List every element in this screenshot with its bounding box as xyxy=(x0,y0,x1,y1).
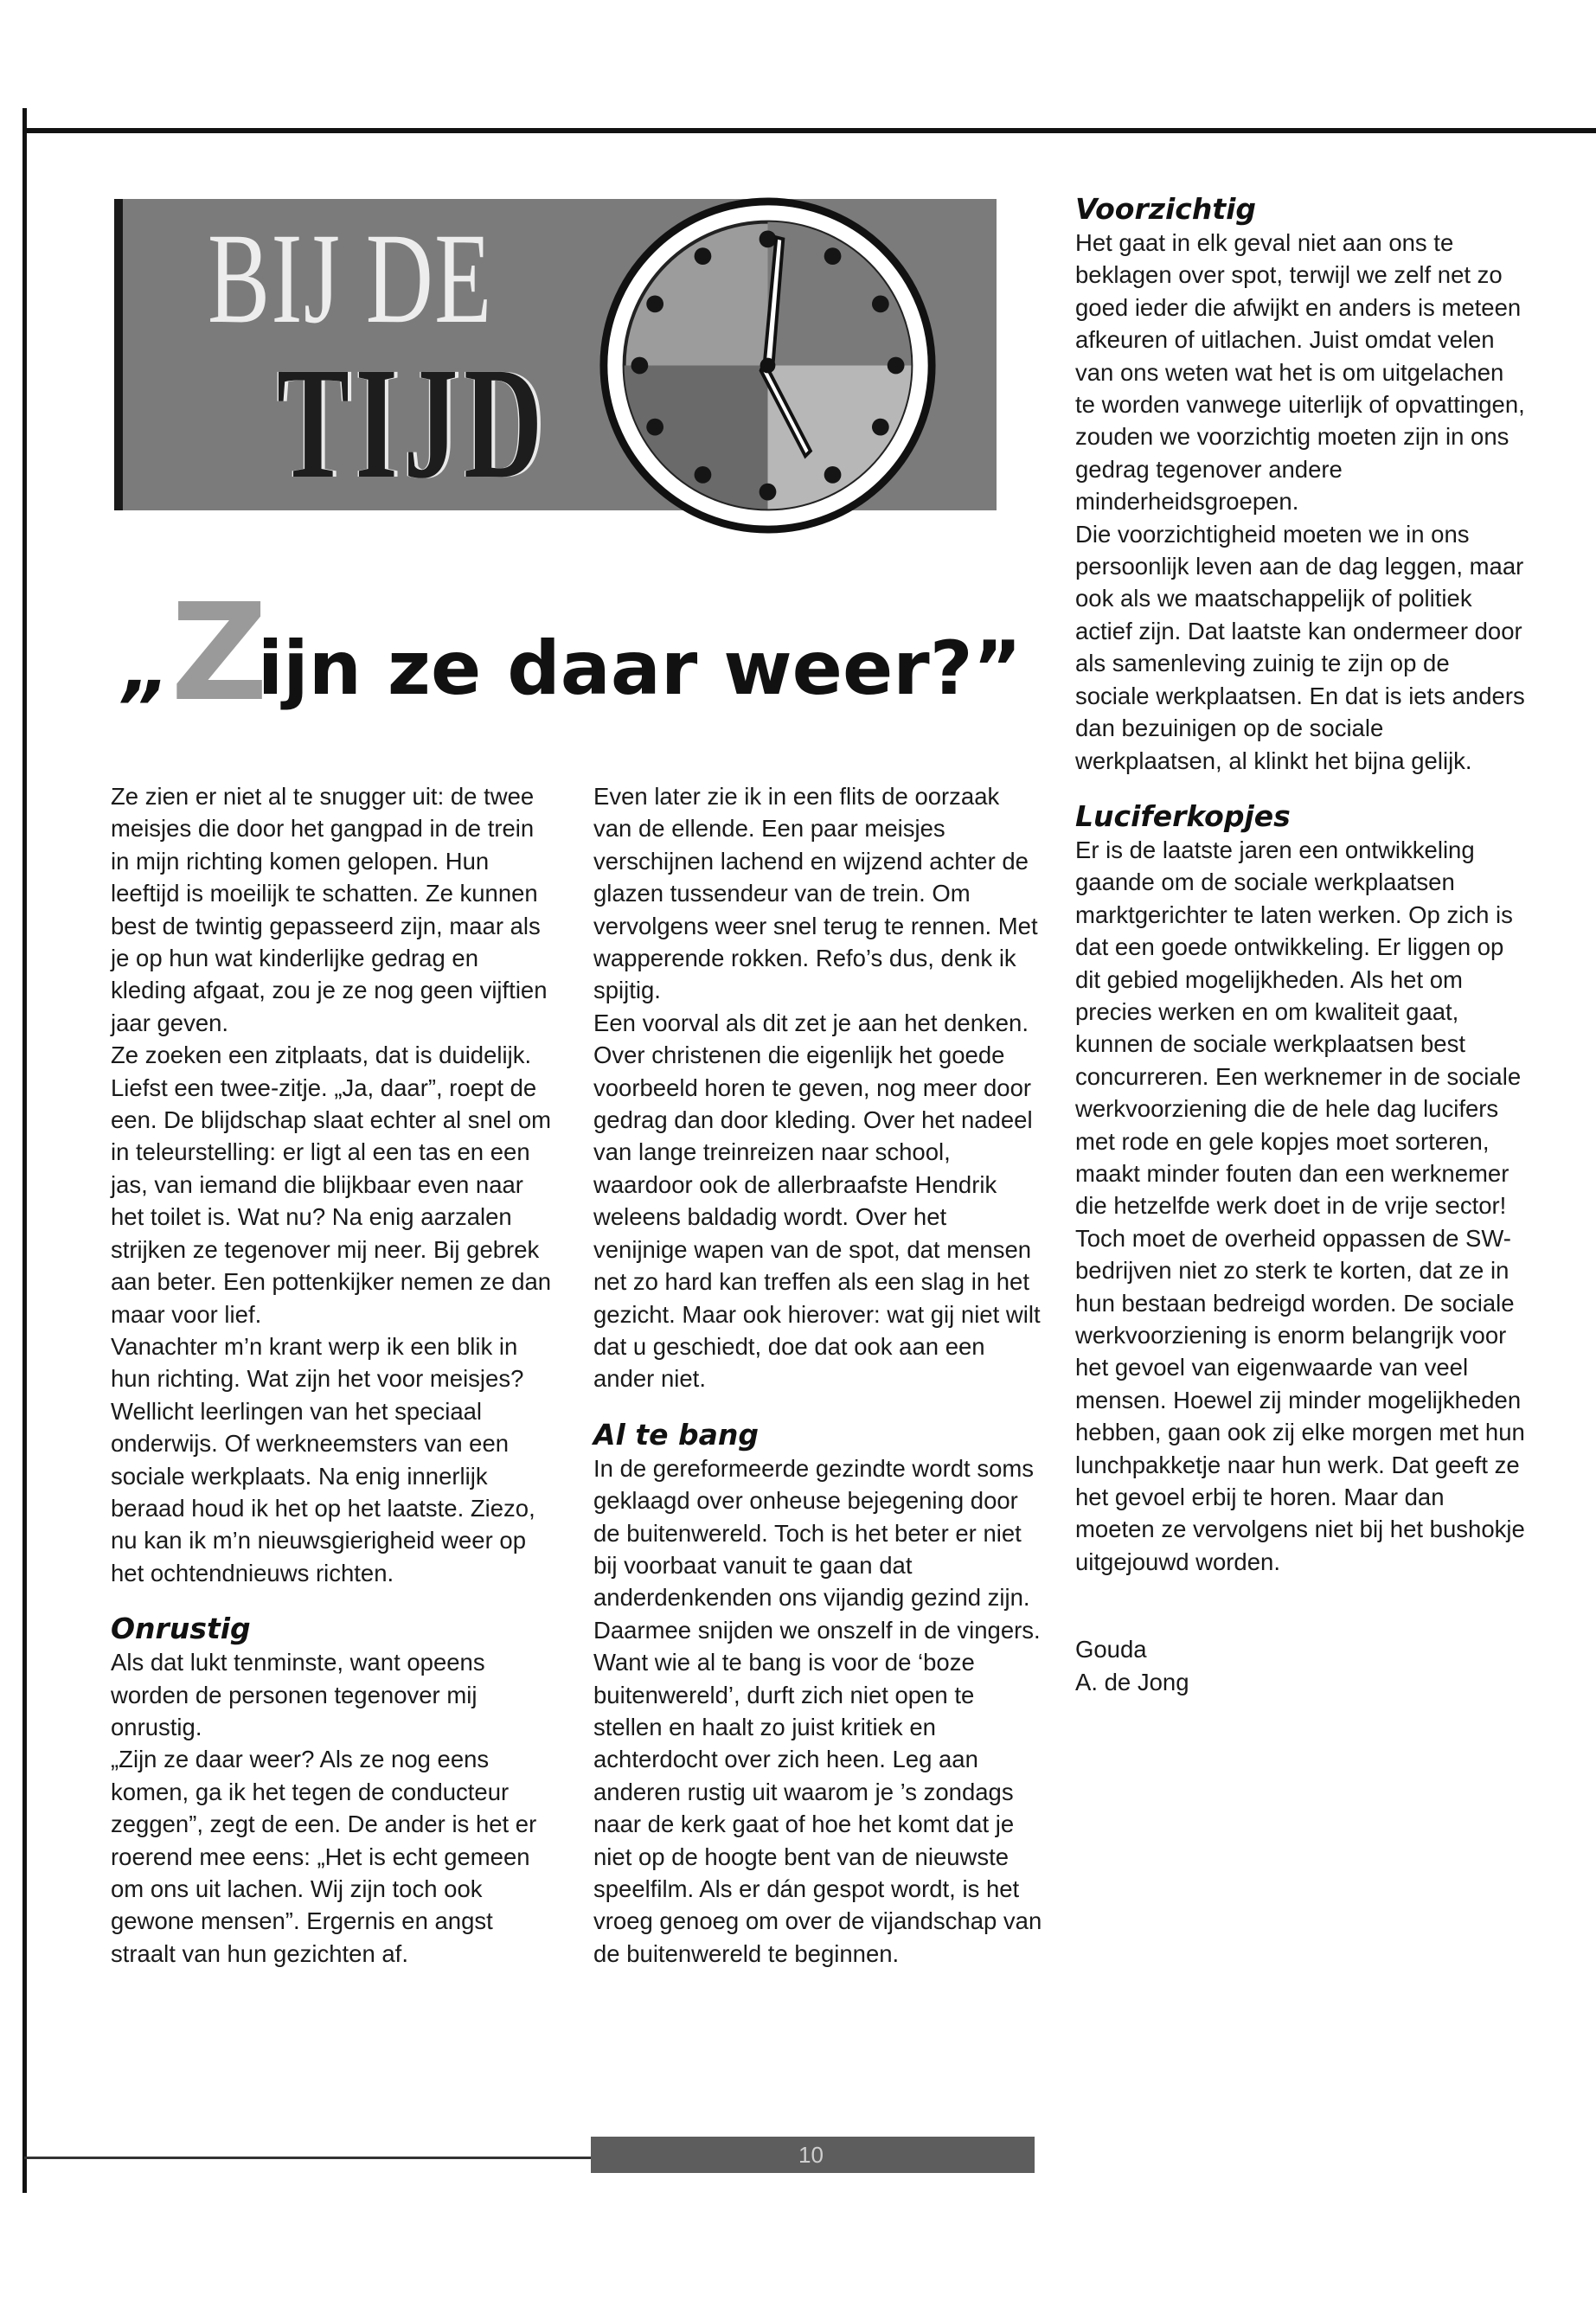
paragraph: Ze zien er niet al te snugger uit: de twee meisjes die door het gangpad in de trein in mijn richting komen gelopen. Hun leeftijd is moeilijk te schatten. Ze kunnen best de twintig gepasseerd zijn, maar als je op hun wat kinderlijke gedrag en kleding afgaat, zou je ze nog geen vijftien jaar geven. xyxy=(111,783,548,1036)
headline-initial: Z xyxy=(170,574,258,731)
headline-open-quote: „ xyxy=(123,625,171,712)
page-number-strip xyxy=(591,2137,1035,2173)
paragraph: Er is de laatste jaren een ontwikkeling gaande om de sociale werkplaatsen marktgerichter te laten werken. Op zich is dat een goede ontwikkeling. Er liggen op dit gebied mogelijkheden. Als het om precies werken en om kwaliteit gaat, kunnen de sociale werkplaatsen best concurreren. Een werknemer in de sociale werkvoorziening die de hele dag lucifers met rode en gele kopjes moet sorteren, maakt minder fouten dan een werknemer die hetzelfde werk doet in de vrije sector! xyxy=(1075,836,1522,1220)
paragraph: Een voorval als dit zet je aan het denken. Over christenen die eigenlijk het goede voorbeeld horen te geven, nog meer door gedrag dan door kleding. Over het nadeel van lange treinreizen naar school, waardoor ook de allerbraafste Hendrik weleens baldadig wordt. Over het venijnige wapen van de spot, dat mensen net zo hard kan treffen als een slag in het gezicht. Maar ook hierover: wat gij niet wilt dat u geschiedt, doe dat ook aan een ander niet. xyxy=(593,1009,1041,1393)
paragraph: Het gaat in elk geval niet aan ons te beklagen over spot, terwijl we zelf net zo goed ieder die afwijkt en anders is meteen afkeuren of uitlachen. Juist omdat velen van ons weten wat het is om uitgelachen te worden vanwege uiterlijk of opvattingen, zouden we voorzichtig moeten zijn in ons gedrag tegenover andere minderheidsgroepen. xyxy=(1075,229,1525,516)
paragraph: Even later zie ik in een flits de oorzaak van de ellende. Een paar meisjes verschijnen lachend en wijzend achter de glazen tussendeur van de trein. Om vervolgens weer snel terug te rennen. Met wapperende rokken. Refo’s dus, denk ik spijtig. xyxy=(593,783,1038,1004)
page-number: 10 xyxy=(798,2142,824,2168)
section-heading-al-te-bang: Al te bang xyxy=(593,1417,759,1452)
column-banner xyxy=(114,195,1001,515)
article-column-1 xyxy=(111,780,554,1970)
page-edge-top xyxy=(24,128,1596,133)
article-headline xyxy=(123,574,1022,731)
paragraph: Ze zoeken een zitplaats, dat is duidelijk. Liefst een twee-zitje. „Ja, daar”, roept de een. De blijdschap slaat echter al snel om in teleurstelling: er ligt al een tas en een jas, van iemand die blijkbaar even naar het toilet is. Wat nu? Na enig aarzalen strijken ze tegenover mij neer. Bij gebrek aan beter. Een pottenkijker nemen ze dan maar voor lief. xyxy=(111,1042,552,1328)
paragraph: „Zijn ze daar weer? Als ze nog eens komen, ga ik het tegen de conducteur zeggen”, zegt de een. De ander is het er roerend mee eens: „Het is echt gemeen om ons uit lachen. Wij zijn toch ook gewone mensen”. Ergernis en angst straalt van hun gezichten af. xyxy=(111,1746,537,1967)
clock-icon xyxy=(597,195,939,536)
paragraph: In de gereformeerde gezindte wordt soms geklaagd over onheuse bejegening door de buitenwereld. Toch is het beter er niet bij voorbaat vanuit te gaan dat anderdenkenden ons vijandig gezind zijn. Daarmee snijden we onszelf in de vingers. Want wie al te bang is voor de ‘boze buitenwereld’, durft zich niet open te stellen en haalt zo juist kritiek en achterdocht over zich heen. Leg aan anderen rustig uit waarom je ’s zondags naar de kerk gaat of hoe het komt dat je niet op de hoogte bent van de nieuwste speelfilm. Als er dán gespot wordt, is het vroeg genoeg om over de vijandschap van de buitenwereld te beginnen. xyxy=(593,1454,1042,1967)
banner-title-line2: TIJD xyxy=(277,335,548,512)
paragraph: Toch moet de overheid oppassen de SW-bedrijven niet zo sterk te korten, dat ze in hun bestaan bedreigd worden. De sociale werkvoorziening is enorm belangrijk voor het gevoel van eigenwaarde van veel mensen. Hoewel zij minder mogelijkheden hebben, gaan ook zij elke morgen met hun lunchpakketje naar hun werk. Dat geeft ze het gevoel erbij te horen. Maar dan moeten ze vervolgens niet bij het bushokje uitgejouwd worden. xyxy=(1075,1224,1525,1575)
paragraph: Vanachter m’n krant werp ik een blik in hun richting. Wat zijn het voor meisjes? Wellicht leerlingen van het speciaal onderwijs. Of werkneemsters van een sociale werkplaats. Na enig innerlijk beraad houd ik het op het laatste. Ziezo, nu kan ik m’n nieuwsgierigheid weer op het ochtendnieuws richten. xyxy=(111,1332,535,1586)
page-edge-left xyxy=(22,108,27,2193)
banner-title-line1: BIJ DE xyxy=(208,207,493,350)
section-heading-onrustig: Onrustig xyxy=(111,1612,251,1646)
section-heading-voorzichtig: Voorzichtig xyxy=(1075,192,1257,226)
paragraph: Als dat lukt tenminste, want opeens worden de personen tegenover mij onrustig. xyxy=(111,1649,485,1740)
section-heading-luciferkopjes: Luciferkopjes xyxy=(1075,798,1291,833)
article-column-3 xyxy=(1075,192,1525,1698)
headline-rest: ijn ze daar weer?” xyxy=(257,625,1022,712)
bottom-rule xyxy=(24,2157,591,2159)
article-column-2 xyxy=(593,780,1043,1970)
signature-place: Gouda xyxy=(1075,1636,1147,1663)
paragraph: Die voorzichtigheid moeten we in ons persoonlijk leven aan de dag leggen, maar ook als we maatschappelijk of politiek actief zijn. Dat laatste kan ondermeer door als samenleving zuinig te zijn op de sociale werkplaatsen. En dat is iets anders dan bezuinigen op de sociale werkplaatsen, al klinkt het bijna gelijk. xyxy=(1075,520,1525,774)
signature-author: A. de Jong xyxy=(1075,1668,1189,1695)
